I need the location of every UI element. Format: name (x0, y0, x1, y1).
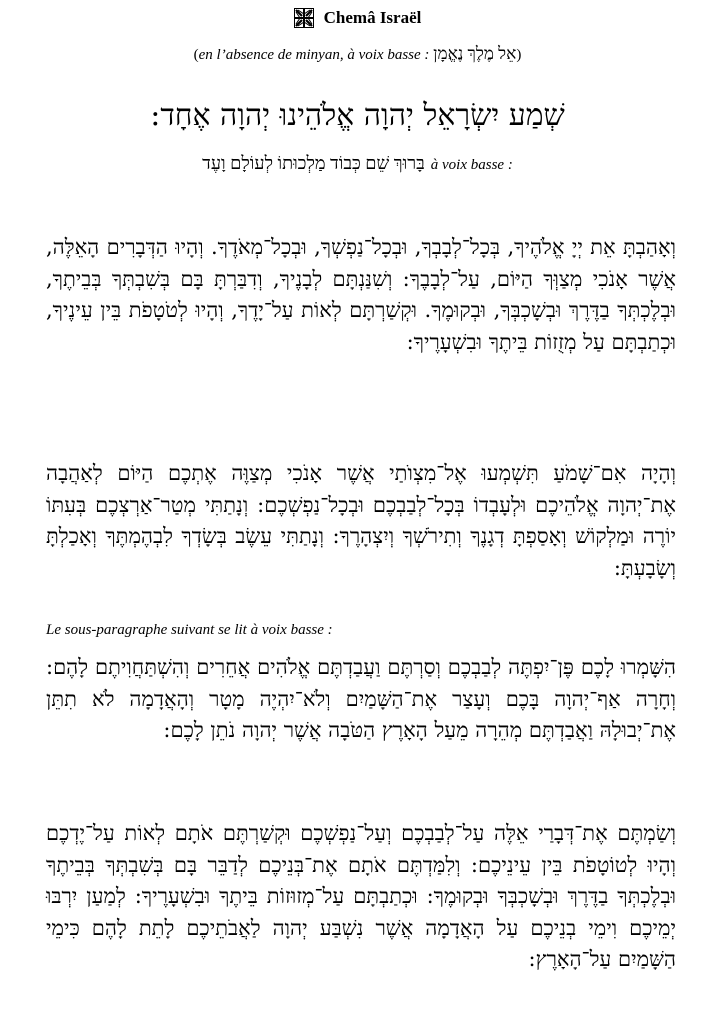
page-title: Chemâ Israël (323, 8, 422, 27)
paragraph-hishamru: הִשָּׁמְרוּ לָכֶם פֶּן־יִפְתֶּה לְבַבְכֶם וְסַרְתֶּם וַעֲבַדְתֶּם אֱלֹהִים אֲחֵרִים וְהִשְׁתַּחֲוִיתֶם לָהֶם: וְחָרָה אַף־יְהוָה בָּכֶם וְעָצַר אֶת־הַשָּׁמַיִם וְלֹא־יִהְיֶה מָטָר וְהָאֲדָמָה לֹא תִתֵּן אֶת־יְבוּלָהּ וַאֲבַדְתֶּם מְהֵרָה מֵעַל הָאָרֶץ הַטֹּבָה אֲשֶׁר יְהוָה נֹתֵן לָכֶם: (46, 655, 676, 742)
baruch-hebrew: בָּרוּךְ שֵׁם כְּבוֹד מַלְכוּתוֹ לְעוֹלָם וָעֶד (202, 153, 425, 173)
close-paren: ) (516, 47, 522, 63)
baruch-note: à voix basse : (430, 157, 513, 173)
paragraph-veahavta: וְאָהַבְתָּ אֵת יְיָ אֱלֹהֶיךָ, בְּכָל־לְבָבְךָ, וּבְכָל־נַפְשְׁךָ, וּבְכָל־מְאֹדֶךָ. וְהָיוּ הַדְּבָרִים הָאֵלֶּה, אֲשֶׁר אָנֹכִי מְצַוְּךָ הַיּוֹם, עַל־לְבָבֶךָ: וְשִׁנַּנְתָּם לְבָנֶיךָ, וְדִבַּרְתָּ בָּם בְּשִׁבְתְּךָ בְּבֵיתֶךָ, וּבְלֶכְתְּךָ בַדֶּרֶךְ וּבְשָׁכְבְּךָ, וּבְקוּמֶךָ. וּקְשַׁרְתָּם לְאוֹת עַל־יָדֶךָ, וְהָיוּ לְטֹטָפֹת בֵּין עֵינֶיךָ, וּכְתַבְתָּם עַל מְזֻזוֹת בֵּיתֶךָ וּבִשְׁעָרֶיךָ: (46, 235, 676, 354)
page-header (0, 8, 715, 28)
open-paren: ( (193, 47, 199, 63)
quiet-reading-note: Le sous-paragraphe suivant se lit à voix basse : (46, 622, 333, 638)
paragraph-vesamtem: וְשַׂמְתֶּם אֶת־דְּבָרַי אֵלֶּה עַל־לְבַבְכֶם וְעַל־נַפְשְׁכֶם וּקְשַׁרְתֶּם אֹתָם לְאוֹת עַל־יֶדְכֶם וְהָיוּ לְטוֹטָפֹת בֵּין עֵינֵיכֶם: וְלִמַּדְתֶּם אֹתָם אֶת־בְּנֵיכֶם לְדַבֵּר בָּם בְּשִׁבְתְּךָ בְּבֵיתֶךָ וּבְלֶכְתְּךָ בַדֶּרֶךְ וּבְשָׁכְבְּךָ וּבְקוּמֶךָ: וּכְתַבְתָּם עַל־מְזוּזוֹת בֵּיתֶךָ וּבִשְׁעָרֶיךָ: לְמַעַן יִרְבּוּ יְמֵיכֶם וִימֵי בְנֵיכֶם עַל הָאֲדָמָה אֲשֶׁר נִשְׁבַּע יְהוָה לַאֲבֹתֵיכֶם לָתֵת לָהֶם כִּימֵי הַשָּׁמַיִם עַל־הָאָרֶץ: (46, 821, 676, 971)
baruch-line (0, 153, 715, 174)
minyan-note-text: en l’absence de minyan, à voix basse : (198, 47, 430, 63)
shema-verse: שְׁמַע יִשְׂרָאֵל יְהוָה אֱלֹהֵינוּ יְהוָה אֶחָד: (150, 98, 565, 133)
grid-star-logo-icon (294, 8, 314, 28)
minyan-note (0, 44, 715, 64)
minyan-note-hebrew: אֵל מֶלֶךְ נֶאֱמָן (433, 44, 517, 63)
paragraph-vehaya: וְהָיָה אִם־שָׁמֹעַ תִּשְׁמְעוּ אֶל־מִצְוֺתַי אֲשֶׁר אָנֹכִי מְצַוֶּה אֶתְכֶם הַיּוֹם לְאַהֲבָה אֶת־יְהוָה אֱלֹהֵיכֶם וּלְעָבְדוֹ בְּכָל־לְבַבְכֶם וּבְכָל־נַפְשְׁכֶם: וְנָתַתִּי מְטַר־אַרְצְכֶם בְּעִתּוֹ יוֹרֶה וּמַלְקוֹשׁ וְאָסַפְתָּ דְגָנֶךָ וְתִירֹשְׁךָ וְיִצְהָרֶךָ: וְנָתַתִּי עֵשֶׂב בְּשָׂדְךָ לִבְהֶמְתֶּךָ וְאָכַלְתָּ וְשָׂבָעְתָּ: (46, 461, 676, 580)
